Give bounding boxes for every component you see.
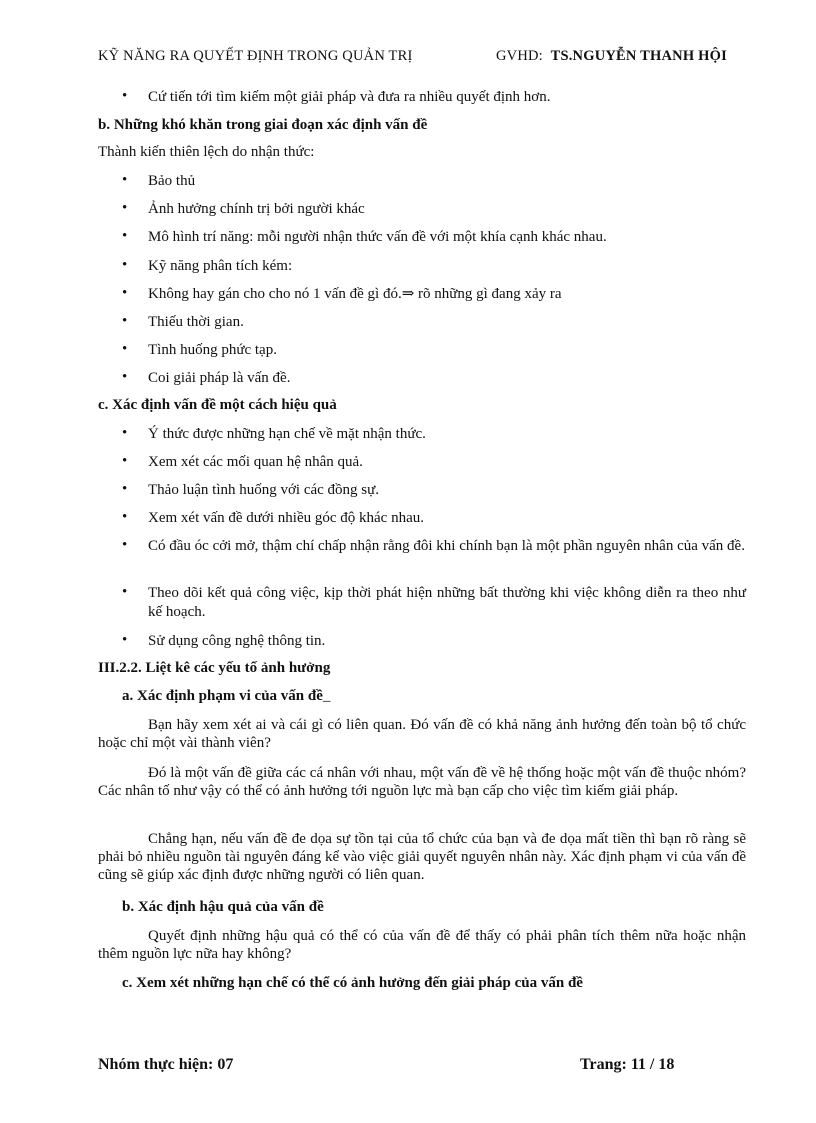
paragraph-text: Bạn hãy xem xét ai và cái gì có liên quan. Đó vấn đề có khả năng ảnh hưởng đến toàn bộ tổ chức hoặc chỉ một vài thành viên? — [98, 717, 746, 751]
list-item: Cứ tiến tới tìm kiếm một giải pháp và đưa ra nhiều quyết định hơn. — [148, 89, 551, 105]
bullet-icon: • — [122, 509, 128, 525]
list-item: Ảnh hưởng chính trị bởi người khác — [148, 201, 365, 217]
section-b-intro: Thành kiến thiên lệch do nhận thức: — [98, 144, 315, 160]
list-item: Tình huống phức tạp. — [148, 342, 277, 358]
list-item: Ý thức được những hạn chế về mặt nhận thức. — [148, 426, 426, 442]
list-item: Thiếu thời gian. — [148, 314, 244, 330]
paragraph-text: Đó là một vấn đề giữa các cá nhân với nhau, một vấn đề về hệ thống hoặc một vấn đề thuộc nhóm? Các nhân tố như vậy có thể có ảnh hưởng tới nguồn lực mà bạn cấp cho việc tìm kiếm giải pháp. — [98, 765, 746, 799]
list-item: Bảo thủ — [148, 173, 196, 189]
section-b-heading: b. Những khó khăn trong giai đoạn xác định vấn đề — [98, 117, 428, 133]
bullet-icon: • — [122, 341, 128, 357]
footer-group: Nhóm thực hiện: 07 — [98, 1056, 234, 1073]
bullet-icon: • — [122, 537, 128, 553]
list-item: Xem xét các mối quan hệ nhân quả. — [148, 454, 363, 470]
paragraph — [98, 716, 746, 752]
bullet-icon: • — [122, 285, 128, 301]
list-item: Theo dõi kết quả công việc, kịp thời phát hiện những bất thường khi việc không diễn ra theo như kế hoạch. — [148, 585, 746, 620]
list-item: Sử dụng công nghệ thông tin. — [148, 633, 326, 649]
bullet-icon: • — [122, 200, 128, 216]
list-item: Coi giải pháp là vấn đề. — [148, 370, 291, 386]
paragraph-text: Quyết định những hậu quả có thể có của vấn đề để thấy có phải phân tích thêm nữa hoặc nhận thêm nguồn lực nữa hay không? — [98, 928, 746, 962]
bullet-icon: • — [122, 369, 128, 385]
header-title: KỸ NĂNG RA QUYẾT ĐỊNH TRONG QUẢN TRỊ — [98, 48, 413, 64]
list-item: Mô hình trí năng: mỗi người nhận thức vấn đề với một khía cạnh khác nhau. — [148, 229, 607, 245]
subsection-a-heading: a. Xác định phạm vi của vấn đề_ — [122, 688, 331, 704]
subsection-c-heading: c. Xem xét những hạn chế có thể có ảnh hưởng đến giải pháp của vấn đề — [122, 975, 583, 991]
paragraph — [98, 927, 746, 963]
bullet-icon: • — [122, 88, 128, 104]
bullet-icon: • — [122, 313, 128, 329]
header-advisor-label: GVHD: — [496, 48, 543, 64]
bullet-icon: • — [122, 172, 128, 188]
section-c-heading: c. Xác định vấn đề một cách hiệu quả — [98, 397, 337, 413]
list-item: Kỹ năng phân tích kém: — [148, 258, 293, 274]
paragraph — [98, 830, 746, 884]
paragraph — [98, 764, 746, 800]
bullet-icon: • — [122, 425, 128, 441]
paragraph-text: Chẳng hạn, nếu vấn đề đe dọa sự tồn tại của tổ chức của bạn và đe dọa mất tiền thì bạn rõ ràng sẽ phải bỏ nhiều nguồn tài nguyên đáng kể vào việc giải quyết nguyên nhân này. Xác định phạm vi của vấn đề cũng sẽ giúp xác định được những người có liên quan. — [98, 831, 746, 883]
list-item: Có đầu óc cởi mở, thậm chí chấp nhận rằng đôi khi chính bạn là một phần nguyên nhân của vấn đề. — [148, 538, 745, 554]
bullet-icon: • — [122, 257, 128, 273]
list-item: Thảo luận tình huống với các đồng sự. — [148, 482, 380, 498]
bullet-icon: • — [122, 632, 128, 648]
bullet-icon: • — [122, 584, 128, 600]
subsection-a-text: a. Xác định phạm vi của vấn đề — [122, 688, 323, 704]
bullet-icon: • — [122, 481, 128, 497]
bullet-icon: • — [122, 228, 128, 244]
subsection-b-heading: b. Xác định hậu quả của vấn đề — [122, 899, 324, 915]
list-item: Xem xét vấn đề dưới nhiều góc độ khác nhau. — [148, 510, 424, 526]
footer-page-number: Trang: 11 / 18 — [580, 1056, 675, 1073]
bullet-icon: • — [122, 453, 128, 469]
header-advisor — [496, 48, 727, 65]
section-iii-heading: III.2.2. Liệt kê các yếu tố ảnh hưởng — [98, 660, 331, 676]
list-item: Không hay gán cho cho nó 1 vấn đề gì đó.⇒ rõ những gì đang xảy ra — [148, 286, 562, 302]
header-advisor-name: TS.NGUYỄN THANH HỘI — [550, 48, 727, 64]
